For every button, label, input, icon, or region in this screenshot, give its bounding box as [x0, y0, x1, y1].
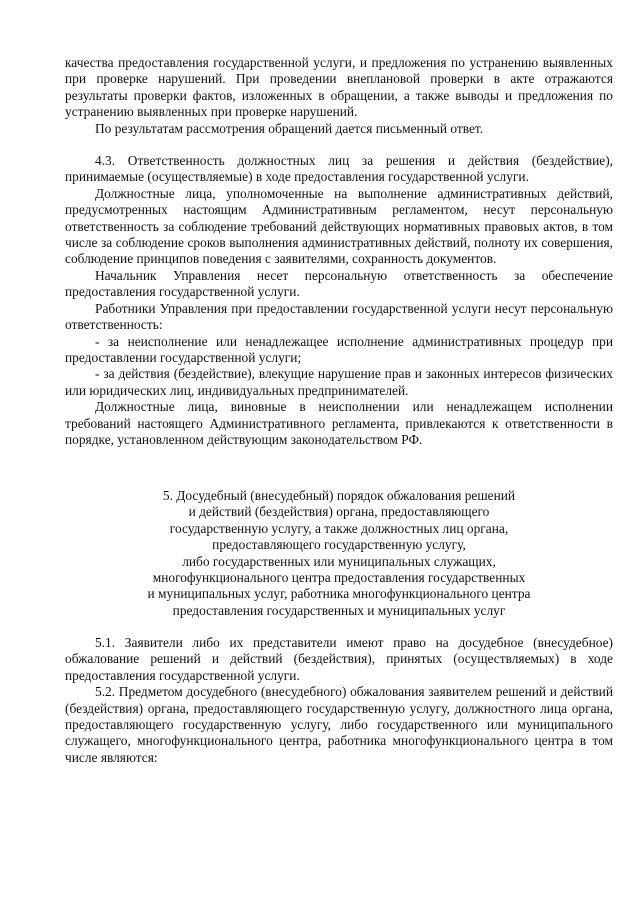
section-4-text [65, 55, 613, 448]
paragraph-continuation: качества предоставления государственной услуги, и предложения по устранению выявленных при проверке нарушений. При проведении внеплановой проверки в акте отражаются результаты проверки фактов, изложенных в обращении, а также выводы и предложения по устранению выявленных при проверке нарушений. [65, 55, 613, 120]
paragraph-guilty-officials: Должностные лица, виновные в неисполнении или ненадлежащем исполнении требований настоящего Административного регламента, привлекаются к ответственности в порядке, установленном действующим законодательством РФ. [65, 399, 613, 447]
heading-line: либо государственных или муниципальных служащих, [182, 553, 496, 569]
heading-line: предоставления государственных и муниципальных услуг [172, 602, 506, 618]
paragraph-head-responsibility: Начальник Управления несет персональную ответственность за обеспечение предоставления государственной услуги. [65, 267, 613, 300]
paragraph-written-answer: По результатам рассмотрения обращений дается письменный ответ. [95, 120, 484, 136]
heading-line: многофункционального центра предоставления государственных [152, 570, 526, 586]
heading-line: 5. Досудебный (внесудебный) порядок обжалования решений [162, 488, 516, 503]
heading-line: государственную услугу, а также должностных лиц органа, [169, 520, 509, 536]
paragraph-officials-responsibility: Должностные лица, уполномоченные на выполнение административных действий, предусмотренных настоящим Административным регламентом, несут персональную ответственность за соблюдение требований действующих нормативных правовых актов, в том числе за соблюдение сроков выполнения административных действий, полноту их совершения, соблюдение принципов поведения с заявителями, сохранность документов. [65, 185, 613, 267]
list-item-actions: - за действия (бездействие), влекущие нарушение прав и законных интересов физических или юридических лиц, индивидуальных предпринимателей. [65, 366, 613, 398]
paragraph-4-3: 4.3. Ответственность должностных лиц за решения и действия (бездействие), принимаемые (осуществляемые) в ходе предоставления государственной услуги. [65, 153, 613, 185]
spacer [65, 137, 613, 153]
section-5-text [65, 635, 613, 766]
paragraph-5-2: 5.2. Предметом досудебного (внесудебного) обжалования заявителем решений и действий (бездействия) органа, предоставляющего государственную услугу, должностного лица органа, предоставляющего государственную услугу, либо государственного или муниципального служащего, многофункционального центра, работника многофункционального центра в том числе являются: [65, 684, 613, 765]
section-5-heading [65, 488, 613, 619]
heading-line: предоставляющего государственную услугу, [212, 537, 466, 553]
paragraph-5-1: 5.1. Заявители либо их представители имеют право на досудебное (внесудебное) обжалование решений и действий (бездействия), принятых (осуществляемых) в ходе предоставления государственной услуги. [65, 635, 613, 683]
heading-line: и муниципальных услуг, работника многофункционального центра [147, 586, 531, 602]
heading-line: и действий (бездействия) органа, предоставляющего [188, 504, 490, 520]
paragraph-employees-responsibility: Работники Управления при предоставлении государственной услуги несут персональную ответственность: [65, 300, 613, 333]
list-item-non-performance: - за неисполнение или ненадлежащее исполнение административных процедур при предоставлении государственной услуги; [65, 333, 613, 365]
